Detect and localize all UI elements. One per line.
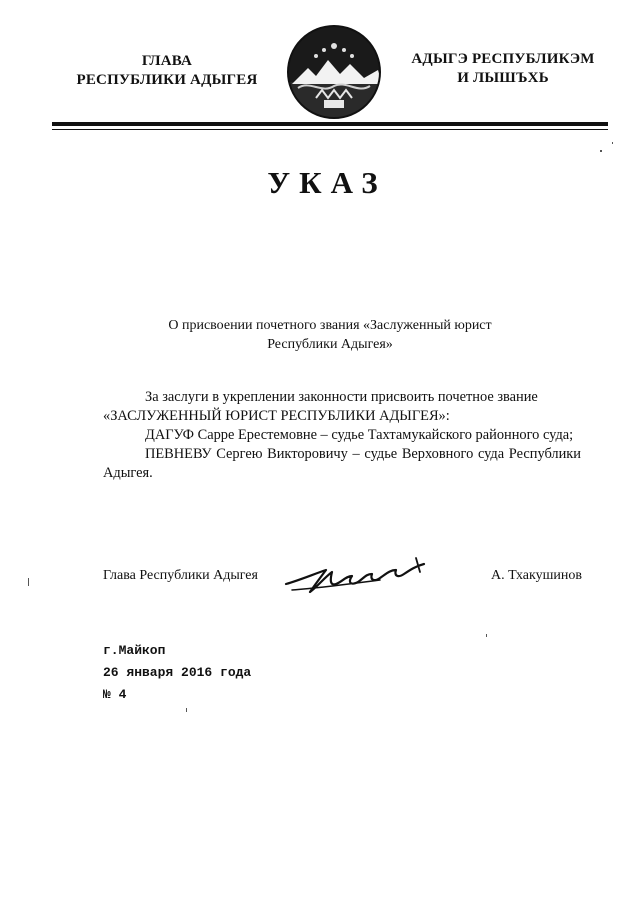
scan-speck xyxy=(28,578,29,586)
subject-line2: Республики Адыгея» xyxy=(267,337,393,352)
decree-subject xyxy=(120,316,540,354)
body-person1: ДАГУФ Сарре Ерестемовне – судье Тахтамукайского районного суда; xyxy=(145,427,574,443)
scan-speck xyxy=(486,634,487,637)
handwritten-signature xyxy=(280,550,430,600)
footer-date: 26 января 2016 года xyxy=(103,665,252,680)
header-left-line2: РЕСПУБЛИКИ АДЫГЕЯ xyxy=(76,72,258,88)
scan-speck xyxy=(186,708,187,712)
header-right-line2: И ЛЫШЪХЬ xyxy=(457,70,549,86)
signatory-position: Глава Республики Адыгея xyxy=(103,568,258,583)
header-left xyxy=(56,52,278,90)
scan-speck xyxy=(600,150,602,152)
subject-line1: О присвоении почетного звания «Заслуженный юрист xyxy=(168,318,492,333)
signatory-name: А. Тхакушинов xyxy=(491,568,582,583)
body-intro: За заслуги в укреплении законности присвоить почетное звание xyxy=(145,389,538,405)
footer-number: № 4 xyxy=(103,687,127,702)
coat-of-arms-emblem xyxy=(286,24,382,120)
document-title: УКАЗ xyxy=(267,165,387,200)
decree-body xyxy=(103,388,581,483)
header-left-line1: ГЛАВА xyxy=(141,53,193,69)
footer-details xyxy=(103,640,251,706)
header-right xyxy=(400,50,606,88)
header-right-line1: АДЫГЭ РЕСПУБЛИКЭМ xyxy=(411,51,595,67)
header-rule-thick xyxy=(52,122,608,126)
body-title-caps: «ЗАСЛУЖЕННЫЙ ЮРИСТ РЕСПУБЛИКИ АДЫГЕЯ»: xyxy=(103,408,450,424)
header-rule-thin xyxy=(52,129,608,130)
scan-speck xyxy=(612,142,613,144)
footer-city: г.Майкоп xyxy=(103,643,166,658)
body-paragraph-intro xyxy=(103,388,581,426)
body-person2: ПЕВНЕВУ Сергею Викторовичу – судье Верховного суда Республики Адыгея. xyxy=(103,446,581,481)
